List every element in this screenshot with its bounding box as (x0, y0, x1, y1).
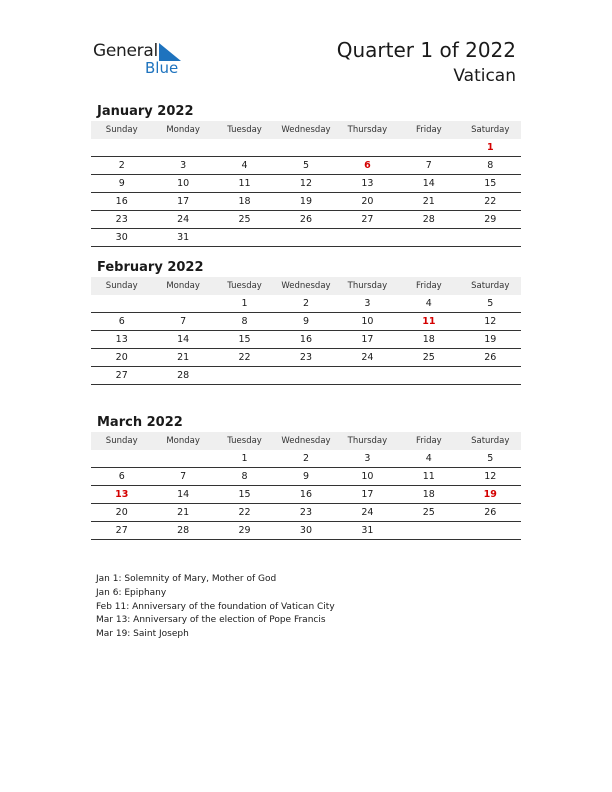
day-cell: 11 (398, 468, 459, 486)
calendar-grid (91, 432, 521, 540)
holiday-day-cell: 1 (460, 139, 521, 157)
day-cell: 15 (460, 175, 521, 193)
day-cell (398, 522, 459, 540)
week-row (91, 193, 521, 211)
country-name: Vatican (453, 66, 516, 86)
weekday-header: Sunday (91, 277, 152, 295)
day-cell (460, 522, 521, 540)
day-cell: 24 (152, 211, 213, 229)
weekday-header-row (91, 121, 521, 139)
logo-general-text: General (93, 41, 158, 61)
day-cell: 9 (275, 468, 336, 486)
day-cell: 4 (214, 157, 275, 175)
day-cell: 14 (152, 486, 213, 504)
day-cell: 26 (275, 211, 336, 229)
day-cell: 4 (398, 450, 459, 468)
weekday-header: Wednesday (275, 121, 336, 139)
weekday-header: Thursday (337, 277, 398, 295)
day-cell: 2 (275, 295, 336, 313)
week-row (91, 139, 521, 157)
day-cell: 26 (460, 349, 521, 367)
day-cell: 29 (460, 211, 521, 229)
day-cell (337, 367, 398, 385)
weekday-header: Saturday (460, 432, 521, 450)
day-cell (152, 139, 213, 157)
day-cell: 5 (460, 295, 521, 313)
day-cell: 19 (275, 193, 336, 211)
day-cell: 10 (337, 468, 398, 486)
day-cell: 13 (337, 175, 398, 193)
holiday-note: Jan 1: Solemnity of Mary, Mother of God (96, 574, 277, 584)
day-cell: 12 (460, 468, 521, 486)
day-cell: 14 (152, 331, 213, 349)
day-cell: 21 (152, 504, 213, 522)
day-cell: 3 (337, 295, 398, 313)
day-cell (152, 450, 213, 468)
week-row (91, 211, 521, 229)
day-cell: 16 (91, 193, 152, 211)
day-cell: 1 (214, 295, 275, 313)
day-cell (337, 229, 398, 247)
week-row (91, 349, 521, 367)
day-cell (460, 229, 521, 247)
day-cell: 4 (398, 295, 459, 313)
weekday-header: Tuesday (214, 121, 275, 139)
day-cell (91, 139, 152, 157)
weekday-header: Saturday (460, 121, 521, 139)
day-cell (91, 450, 152, 468)
day-cell: 31 (337, 522, 398, 540)
day-cell: 8 (214, 313, 275, 331)
month-title: February 2022 (97, 260, 204, 275)
day-cell: 19 (460, 331, 521, 349)
day-cell: 28 (152, 367, 213, 385)
day-cell: 27 (91, 367, 152, 385)
day-cell (275, 139, 336, 157)
day-cell: 27 (91, 522, 152, 540)
week-row (91, 313, 521, 331)
day-cell: 20 (91, 504, 152, 522)
day-cell: 18 (398, 486, 459, 504)
day-cell (398, 139, 459, 157)
holiday-note: Jan 6: Epiphany (96, 587, 167, 598)
day-cell: 8 (214, 468, 275, 486)
weekday-header: Tuesday (214, 432, 275, 450)
week-row (91, 175, 521, 193)
holiday-day-cell: 11 (398, 313, 459, 331)
weekday-header: Sunday (91, 121, 152, 139)
day-cell: 6 (91, 313, 152, 331)
day-cell: 28 (398, 211, 459, 229)
day-cell: 21 (398, 193, 459, 211)
day-cell: 14 (398, 175, 459, 193)
day-cell: 22 (460, 193, 521, 211)
day-cell: 30 (91, 229, 152, 247)
day-cell: 9 (275, 313, 336, 331)
logo-blue-text: Blue (145, 59, 179, 77)
day-cell: 25 (398, 504, 459, 522)
weekday-header: Thursday (337, 432, 398, 450)
month-march (91, 414, 521, 540)
holiday-day-cell: 13 (91, 486, 152, 504)
holiday-day-cell: 19 (460, 486, 521, 504)
day-cell: 5 (275, 157, 336, 175)
week-row (91, 450, 521, 468)
calendar-grid (91, 121, 521, 247)
day-cell (460, 367, 521, 385)
day-cell (152, 295, 213, 313)
weekday-header: Sunday (91, 432, 152, 450)
day-cell: 6 (91, 468, 152, 486)
calendar-grid (91, 277, 521, 385)
day-cell (91, 295, 152, 313)
day-cell: 12 (460, 313, 521, 331)
day-cell: 2 (275, 450, 336, 468)
week-row (91, 295, 521, 313)
weekday-header: Monday (152, 277, 213, 295)
day-cell: 15 (214, 331, 275, 349)
day-cell: 23 (275, 349, 336, 367)
weekday-header: Wednesday (275, 277, 336, 295)
day-cell: 29 (214, 522, 275, 540)
day-cell: 17 (337, 331, 398, 349)
weekday-header: Friday (398, 432, 459, 450)
week-row (91, 486, 521, 504)
day-cell: 2 (91, 157, 152, 175)
day-cell: 25 (398, 349, 459, 367)
day-cell: 7 (152, 313, 213, 331)
day-cell: 30 (275, 522, 336, 540)
week-row (91, 367, 521, 385)
week-row (91, 229, 521, 247)
weekday-header: Saturday (460, 277, 521, 295)
month-february (91, 259, 521, 385)
day-cell: 3 (337, 450, 398, 468)
holiday-note: Feb 11: Anniversary of the foundation of Vatican City (96, 601, 335, 612)
weekday-header: Monday (152, 121, 213, 139)
day-cell (398, 229, 459, 247)
day-cell (214, 229, 275, 247)
month-title: January 2022 (97, 104, 194, 119)
day-cell: 23 (275, 504, 336, 522)
day-cell: 18 (214, 193, 275, 211)
page-title: Quarter 1 of 2022 (336, 38, 516, 62)
day-cell: 24 (337, 504, 398, 522)
day-cell: 7 (398, 157, 459, 175)
day-cell: 7 (152, 468, 213, 486)
day-cell (398, 367, 459, 385)
day-cell: 18 (398, 331, 459, 349)
week-row (91, 522, 521, 540)
day-cell: 10 (152, 175, 213, 193)
weekday-header-row (91, 277, 521, 295)
day-cell: 12 (275, 175, 336, 193)
day-cell: 17 (152, 193, 213, 211)
day-cell: 10 (337, 313, 398, 331)
day-cell: 28 (152, 522, 213, 540)
weekday-header: Friday (398, 277, 459, 295)
day-cell: 27 (337, 211, 398, 229)
day-cell: 8 (460, 157, 521, 175)
day-cell: 31 (152, 229, 213, 247)
week-row (91, 331, 521, 349)
week-row (91, 468, 521, 486)
day-cell: 5 (460, 450, 521, 468)
weekday-header: Friday (398, 121, 459, 139)
day-cell: 20 (337, 193, 398, 211)
day-cell: 22 (214, 349, 275, 367)
day-cell: 20 (91, 349, 152, 367)
day-cell: 9 (91, 175, 152, 193)
day-cell: 1 (214, 450, 275, 468)
day-cell: 15 (214, 486, 275, 504)
day-cell: 26 (460, 504, 521, 522)
weekday-header: Wednesday (275, 432, 336, 450)
weekday-header: Monday (152, 432, 213, 450)
holiday-day-cell: 6 (337, 157, 398, 175)
day-cell: 3 (152, 157, 213, 175)
day-cell: 23 (91, 211, 152, 229)
day-cell: 13 (91, 331, 152, 349)
day-cell (275, 367, 336, 385)
holiday-note: Mar 19: Saint Joseph (96, 629, 189, 640)
holiday-note: Mar 13: Anniversary of the election of Pope Francis (96, 615, 326, 626)
day-cell (337, 139, 398, 157)
holiday-notes (96, 573, 335, 642)
day-cell (214, 139, 275, 157)
day-cell: 11 (214, 175, 275, 193)
weekday-header-row (91, 432, 521, 450)
weekday-header: Tuesday (214, 277, 275, 295)
month-january (91, 103, 521, 247)
day-cell: 25 (214, 211, 275, 229)
day-cell: 22 (214, 504, 275, 522)
weekday-header: Thursday (337, 121, 398, 139)
brand-logo (93, 40, 193, 80)
day-cell: 16 (275, 486, 336, 504)
day-cell (275, 229, 336, 247)
day-cell: 16 (275, 331, 336, 349)
day-cell (214, 367, 275, 385)
day-cell: 17 (337, 486, 398, 504)
day-cell: 24 (337, 349, 398, 367)
week-row (91, 504, 521, 522)
week-row (91, 157, 521, 175)
day-cell: 21 (152, 349, 213, 367)
month-title: March 2022 (97, 415, 183, 430)
